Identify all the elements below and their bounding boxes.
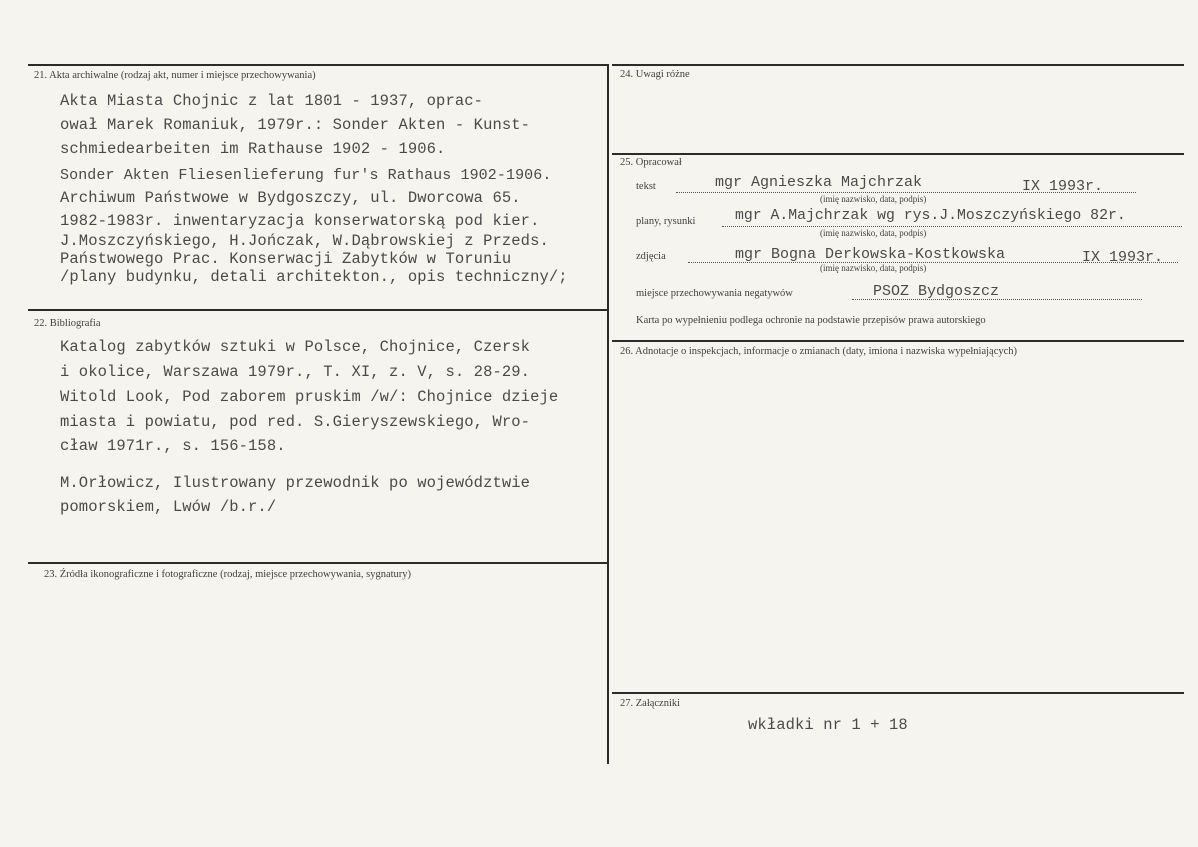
bibliography-line: cław 1971r., s. 156-158.: [60, 437, 286, 455]
section-21-label: 21. Akta archiwalne (rodzaj akt, numer i miejsce przechowywania): [34, 70, 316, 81]
rule-25: [612, 153, 1184, 155]
archival-line: schmiedearbeiten im Rathause 1902 - 1906.: [60, 140, 446, 158]
rule-27: [612, 692, 1184, 694]
bibliography-line: i okolice, Warszawa 1979r., T. XI, z. V, s. 28-29.: [60, 363, 531, 381]
section-24-label: 24. Uwagi różne: [620, 69, 690, 80]
tekst-hint: (imię nazwisko, data, podpis): [820, 194, 927, 204]
copyright-note: Karta po wypełnieniu podlega ochronie na podstawie przepisów prawa autorskiego: [636, 315, 986, 326]
top-rule-right: [612, 64, 1184, 66]
zdjecia-date: IX 1993r.: [1082, 249, 1164, 266]
top-rule-left: [28, 64, 608, 66]
archival-line: Państwowego Prac. Konserwacji Zabytków w Toruniu: [60, 250, 512, 268]
rule-26: [612, 340, 1184, 342]
negatyw-location: PSOZ Bydgoszcz: [873, 283, 1000, 300]
plany-label: plany, rysunki: [636, 216, 696, 227]
section-22-label: 22. Bibliografia: [34, 318, 101, 329]
archival-line: /plany budynku, detali architekton., opis techniczny/;: [60, 268, 568, 286]
archival-line: Akta Miasta Chojnic z lat 1801 - 1937, oprac-: [60, 92, 484, 110]
plany-author: mgr A.Majchrzak wg rys.J.Moszczyńskiego 82r.: [735, 208, 1126, 224]
bibliography-line: Witold Look, Pod zaborem pruskim /w/: Chojnice dzieje: [60, 388, 559, 406]
archival-line: J.Moszczyńskiego, H.Jończak, W.Dąbrowskiej z Przeds.: [60, 232, 549, 250]
zdjecia-label: zdjęcia: [636, 251, 666, 262]
bibliography-line: pomorskiem, Lwów /b.r./: [60, 498, 277, 516]
section-23-label: 23. Źródła ikonograficzne i fotograficzne (rodzaj, miejsce przechowywania, sygnatury): [44, 569, 412, 580]
archival-line: Sonder Akten Fliesenlieferung fur's Rathaus 1902-1906.: [60, 167, 552, 184]
bibliography-line: M.Orłowicz, Ilustrowany przewodnik po województwie: [60, 474, 531, 492]
zdjecia-author: mgr Bogna Derkowska-Kostkowska: [735, 246, 1006, 263]
column-divider: [607, 64, 609, 764]
bibliography-line: Katalog zabytków sztuki w Polsce, Chojnice, Czersk: [60, 338, 531, 356]
archival-line: ował Marek Romaniuk, 1979r.: Sonder Akten - Kunst-: [60, 116, 531, 134]
bibliography-line: miasta i powiatu, pod red. S.Gieryszewskiego, Wro-: [60, 413, 531, 431]
section-25-label: 25. Opracował: [620, 157, 682, 168]
archival-line: Archiwum Państwowe w Bydgoszczy, ul. Dworcowa 65.: [60, 189, 521, 207]
zdjecia-hint: (imię nazwisko, data, podpis): [820, 263, 927, 273]
attachments-value: wkładki nr 1 + 18: [748, 716, 908, 734]
archival-line: 1982-1983r. inwentaryzacja konserwatorską pod kier.: [60, 212, 540, 230]
negatyw-label: miejsce przechowywania negatywów: [636, 288, 793, 299]
tekst-label: tekst: [636, 181, 656, 192]
plany-dotted-line: [722, 226, 1182, 227]
section-27-label: 27. Załączniki: [620, 698, 681, 709]
rule-22: [28, 309, 608, 311]
section-26-label: 26. Adnotacje o inspekcjach, informacje o zmianach (daty, imiona i nazwiska wypełniających): [620, 346, 1018, 357]
plany-hint: (imię nazwisko, data, podpis): [820, 228, 927, 238]
tekst-author: mgr Agnieszka Majchrzak: [715, 174, 923, 191]
rule-23: [28, 562, 608, 564]
tekst-date: IX 1993r.: [1022, 178, 1104, 195]
